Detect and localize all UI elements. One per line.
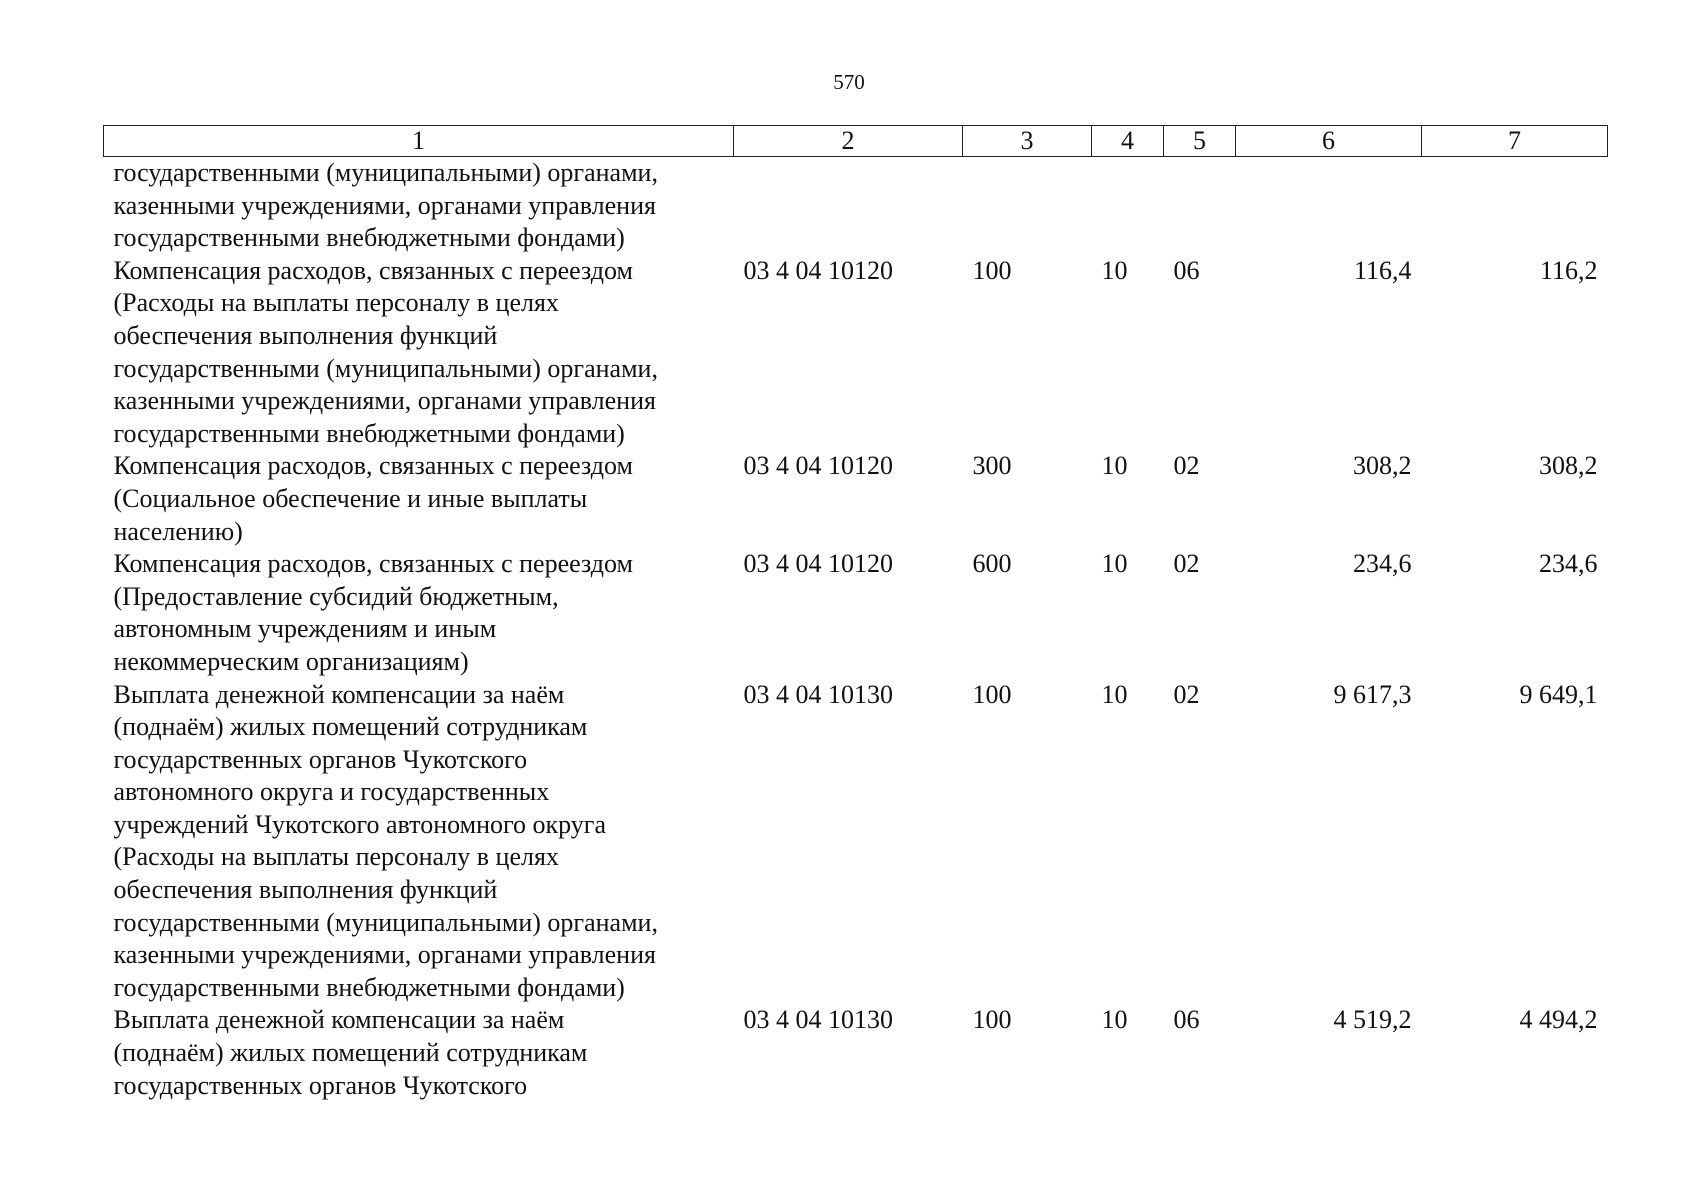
column-header-4: 4 [1092, 126, 1164, 157]
description-line: казенными учреждениями, органами управления [113, 940, 656, 970]
table-row [104, 548, 1608, 678]
description-line: автономным учреждениям и иным [113, 614, 497, 644]
expense-type-code: 300 [972, 451, 1012, 481]
target-article-code [734, 157, 963, 255]
table-row [104, 255, 1608, 451]
subsection-code: 02 [1173, 679, 1200, 709]
target-article-code: 03 4 04 10120 [743, 549, 893, 579]
description-line: Компенсация расходов, связанных с переездом [113, 451, 633, 481]
amount-col-6: 116,4 [1353, 255, 1412, 285]
column-header-7: 7 [1422, 126, 1608, 157]
table-body [104, 157, 1608, 1103]
description-line: обеспечения выполнения функций [113, 320, 498, 350]
table-row [104, 450, 1608, 548]
description-line: государственными внебюджетными фондами) [113, 418, 625, 448]
description-line: государственными (муниципальными) органами, [113, 158, 658, 187]
description-line: учреждений Чукотского автономного округа [113, 809, 606, 839]
description-line: (Расходы на выплаты персоналу в целях [113, 288, 559, 318]
budget-table [103, 125, 1608, 1102]
description-line: государственных органов Чукотского [113, 744, 528, 774]
table-header [104, 126, 1608, 157]
target-article-code: 03 4 04 10130 [743, 679, 893, 709]
column-header-5: 5 [1164, 126, 1236, 157]
table-row [104, 157, 1608, 255]
expense-type-code: 100 [972, 679, 1012, 709]
description-line: Выплата денежной компенсации за наём [113, 679, 565, 709]
description-line: обеспечения выполнения функций [113, 875, 498, 905]
amount-col-7: 308,2 [1539, 451, 1598, 481]
subsection-code: 06 [1173, 1005, 1200, 1035]
row-description [104, 548, 734, 678]
expense-type-code: 100 [972, 1005, 1012, 1035]
description-line: автономного округа и государственных [113, 777, 550, 807]
description-line: (Расходы на выплаты персоналу в целях [113, 842, 559, 872]
description-line: государственных органов Чукотского [113, 1070, 528, 1100]
description-line: государственными внебюджетными фондами) [113, 223, 625, 253]
subsection-code [1164, 157, 1236, 255]
target-article-code: 03 4 04 10120 [743, 255, 893, 285]
amount-col-7: 4 494,2 [1519, 1005, 1598, 1035]
amount-col-6: 9 617,3 [1333, 679, 1412, 709]
section-code: 10 [1101, 451, 1128, 481]
amount-col-7: 234,6 [1539, 549, 1598, 579]
target-article-code: 03 4 04 10120 [743, 451, 893, 481]
expense-type-code [963, 157, 1092, 255]
row-description [104, 450, 734, 548]
column-header-6: 6 [1236, 126, 1422, 157]
description-line: (поднаём) жилых помещений сотрудникам [113, 1038, 588, 1068]
table-row [104, 679, 1608, 1005]
description-line: казенными учреждениями, органами управления [113, 190, 656, 220]
amount-col-6: 234,6 [1353, 549, 1412, 579]
description-line: казенными учреждениями, органами управления [113, 386, 656, 416]
column-header-2: 2 [734, 126, 963, 157]
column-header-3: 3 [963, 126, 1092, 157]
amount-col-6: 308,2 [1353, 451, 1412, 481]
description-line: государственными (муниципальными) органами, [113, 907, 658, 937]
description-line: государственными внебюджетными фондами) [113, 972, 625, 1002]
section-code: 10 [1101, 1005, 1128, 1035]
section-code: 10 [1101, 255, 1128, 285]
description-line: Выплата денежной компенсации за наём [113, 1005, 565, 1035]
description-line: населению) [113, 516, 243, 546]
target-article-code: 03 4 04 10130 [743, 1005, 893, 1035]
row-description [104, 157, 734, 255]
amount-col-7 [1422, 157, 1608, 255]
row-description [104, 679, 734, 1005]
amount-col-6: 4 519,2 [1333, 1005, 1412, 1035]
expense-type-code: 100 [972, 255, 1012, 285]
section-code: 10 [1101, 679, 1128, 709]
subsection-code: 02 [1173, 549, 1200, 579]
description-line: Компенсация расходов, связанных с переездом [113, 255, 633, 285]
table-row [104, 1004, 1608, 1102]
header-row [104, 126, 1608, 157]
amount-col-6 [1236, 157, 1422, 255]
section-code: 10 [1101, 549, 1128, 579]
description-line: некоммерческим организациям) [113, 646, 469, 676]
column-header-1: 1 [104, 126, 734, 157]
section-code [1092, 157, 1164, 255]
amount-col-7: 116,2 [1539, 255, 1598, 285]
row-description [104, 255, 734, 451]
description-line: государственными (муниципальными) органами, [113, 353, 658, 383]
description-line: (Предоставление субсидий бюджетным, [113, 581, 559, 611]
expense-type-code: 600 [972, 549, 1012, 579]
subsection-code: 02 [1173, 451, 1200, 481]
page-number: 570 [833, 70, 865, 94]
row-description [104, 1004, 734, 1102]
description-line: (поднаём) жилых помещений сотрудникам [113, 712, 588, 742]
description-line: (Социальное обеспечение и иные выплаты [113, 483, 588, 513]
subsection-code: 06 [1173, 255, 1200, 285]
description-line: Компенсация расходов, связанных с переездом [113, 549, 633, 579]
amount-col-7: 9 649,1 [1519, 679, 1598, 709]
